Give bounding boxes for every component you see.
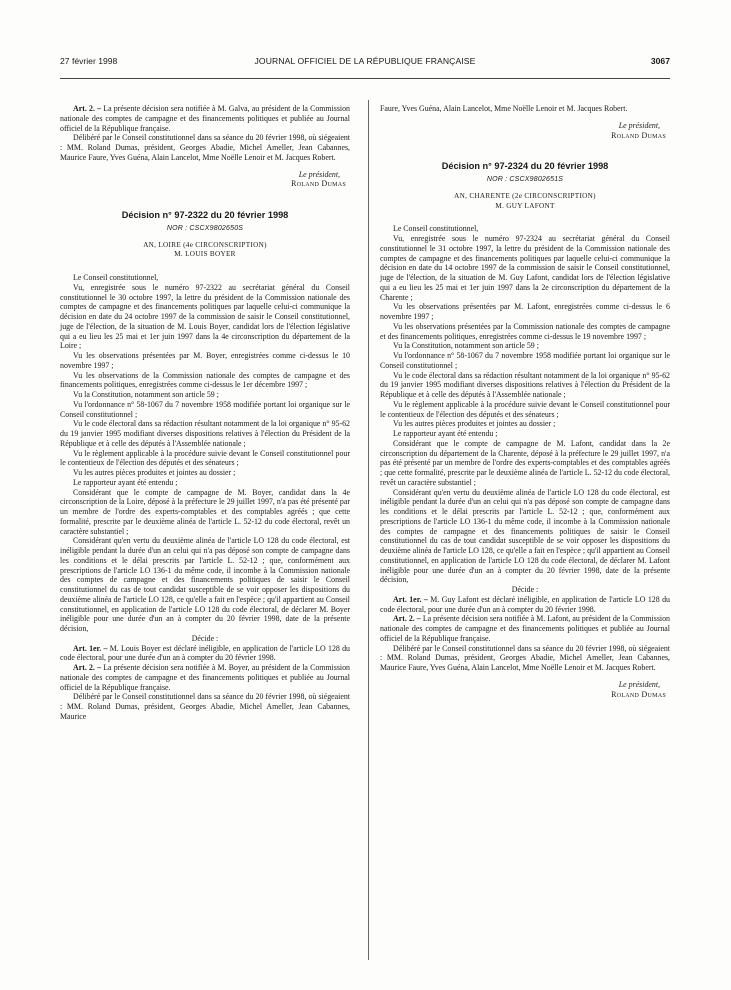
paragraph: Vu la Constitution, notamment son article 59 ; [73,390,219,399]
paragraph: Considérant qu'en vertu du deuxième alinéa de l'article LO 128 du code électoral, est inéligible pendant la durée d'un an celui qui n'a pas déposé son compte de campagne dans les conditions et le délai prescrits par l'article L. 52-12 ; que, conformément aux prescriptions de l'article LO 136-1 du même code, il incombe à la Commission nationale des comptes de campagne et des financements politiques de saisir le Conseil constitutionnel du cas de tout candidat susceptible de se voir opposer les dispositions du deuxième alinéa de l'article LO 128, ce qu'elle a fait en l'espèce ; qu'il appartient au Conseil constitutionnel, en application de l'article LO 128 du code électoral, de déclarer M. Boyer inéligible pour une durée d'un an à compter du 20 février 1998, date de la présente décision, [60,536,350,633]
paragraph: Vu l'ordonnance n° 58-1067 du 7 novembre 1958 modifiée portant loi organique sur le Conseil constitutionnel ; [60,399,350,419]
article-2: Art. 2. – La présente décision sera notifiée à M. Boyer, au président de la Commission nationale des comptes de campagne et des financements politiques et publiée au Journal officiel de la République française. [60,663,350,692]
candidate-name: M. LOUIS BOYER [174,250,236,259]
signature-name: Roland Dumas [611,130,666,140]
paragraph: Vu les observations présentées par la Commission nationale des comptes de campagne et des financements politiques, enregistrées comme ci-dessus le 19 novembre 1997 ; [380,321,670,341]
paragraph: Vu les observations présentées par M. Boyer, enregistrées comme ci-dessus le 10 novembre 1997 ; [60,351,350,370]
paragraph: Le rapporteur ayant été entendu ; [393,429,498,438]
paragraph: Vu le code électoral dans sa rédaction résultant notamment de la loi organique n° 95-62 du 19 janvier 1995 modifiant diverses dispositions relatives à l'élection du Président de la République et à celle des députés à l'Assemblée nationale ; [60,419,350,448]
paragraph: Vu le code électoral dans sa rédaction résultant notamment de la loi organique n° 95-62 du 19 janvier 1995 modifiant diverses dispositions relatives à l'élection du Président de la République et à celle des députés à l'Assemblée nationale ; [380,370,670,399]
paragraph: Vu le règlement applicable à la procédure suivie devant le Conseil constitutionnel pour le contentieux de l'élection des députés et des sénateurs ; [60,448,350,468]
cont-deliberation: Faure, Yves Guéna, Alain Lancelot, Mme Noëlle Lenoir et M. Jacques Robert. [380,104,628,113]
paragraph: Vu la Constitution, notamment son article 59 ; [393,341,539,351]
article-2: Art. 2. – La présente décision sera notifiée à M. Lafont, au président de la Commission nationale des comptes de campagne et des financements politiques et publiée au Journal officiel de la République française. [380,614,670,643]
paragraph: Vu les autres pièces produites et jointes au dossier ; [73,468,236,477]
candidate-name: M. GUY LAFONT [495,201,555,210]
deliberation: Délibéré par le Conseil constitutionnel dans sa séance du 20 février 1998, où siégeaient : MM. Roland Dumas, président, Georges Abadie, Michel Ameller, Jean Cabannes, Maurice [60,692,350,721]
circonscription: AN, CHARENTE (2e CIRCONSCRIPTION) [454,191,596,200]
paragraph: Le rapporteur ayant été entendu ; [73,477,178,487]
paragraph: Vu l'ordonnance n° 58-1067 du 7 novembre 1958 modifiée portant loi organique sur le Conseil constitutionnel ; [380,351,670,370]
signature-name: Roland Dumas [611,689,666,699]
paragraph: Considérant que le compte de campagne de M. Lafont, candidat dans la 2e circonscription du département de la Charente, déposé à la préfecture le 29 juillet 1997, n'a pas été présenté par un membre de l'ordre des experts-comptables et des comptables agréés ; que cette formalité, prescrite par le deuxième alinéa de l'article L. 52-12 du code électoral, revêt un caractère substantiel ; [380,438,670,487]
paragraph: Considérant qu'en vertu du deuxième alinéa de l'article LO 128 du code électoral, est inéligible pendant la durée d'un an celui qui n'a pas déposé son compte de campagne dans les conditions et le délai prescrits par l'article L. 52-12 ; que, conformément aux prescriptions de l'article LO 136-1 du même code, il incombe à la Commission nationale des comptes de campagne et des financements politiques de saisir le Conseil constitutionnel du cas de tout candidat susceptible de se voir opposer les dispositions du deuxième alinéa de l'article LO 128, ce qu'elle a fait en l'espèce ; qu'il appartient au Conseil constitutionnel, en application de l'article LO 128 du code électoral, de déclarer M. Lafont inéligible pour une durée d'un an à compter du 20 février 1998, date de la présente décision, [380,487,670,585]
paragraph: Vu les observations de la Commission nationale des comptes de campagne et des financements politiques, enregistrées comme ci-dessus le 1er décembre 1997 ; [60,370,350,390]
paragraph: Le Conseil constitutionnel, [393,224,479,234]
signature-title: Le président, [618,679,660,689]
page-number: 3067 [650,56,670,66]
cont-article-2: Art. 2. – La présente décision sera notifiée à M. Galva, au président de la Commission nationale des comptes de campagne et des financements politiques et publiée au Journal officiel de la République française. [60,104,350,133]
circonscription: AN, LOIRE (4e CIRCONSCRIPTION) [143,240,267,249]
paragraph: Vu les observations présentées par M. Lafont, enregistrées comme ci-dessus le 6 novembre 1997 ; [380,302,670,321]
page-header [60,56,670,70]
decide-heading: Décide : [191,633,219,643]
decision-title: Décision n° 97-2322 du 20 février 1998 [121,210,289,220]
paragraph: Vu les autres pièces produites et jointes au dossier ; [393,419,556,429]
left-column [60,104,350,722]
signature-title: Le président, [298,169,340,179]
paragraph: Vu, enregistrée sous le numéro 97-2324 au secrétariat général du Conseil constitutionnel le 31 octobre 1997, la lettre du président de la Commission nationale des comptes de campagne et des financements politiques par laquelle celui-ci communique la décision en date du 14 octobre 1997 de la commission de saisir le Conseil constitutionnel, juge de l'élection, de la situation de M. Guy Lafont, candidat lors de l'élection législative qui a eu lieu les 25 mai et 1er juin 1997 dans la 2e circonscription du département de la Charente ; [380,234,670,302]
decision-body [60,273,350,634]
paragraph: Vu, enregistrée sous le numéro 97-2322 au secrétariat général du Conseil constitutionnel le 30 octobre 1997, la lettre du président de la Commission nationale des comptes de campagne et des financements politiques par laquelle celui-ci communique la décision en date du 24 octobre 1997 de la commission de saisir le Conseil constitutionnel, juge de l'élection, de la situation de M. Louis Boyer, candidat lors de l'élection législative qui a eu lieu les 25 mai et 1er juin 1997 dans la 4e circonscription du département de la Loire ; [60,282,350,351]
nor-reference: NOR : CSCX9802650S [166,224,244,232]
decision-body [380,224,670,585]
right-column [380,104,670,699]
paragraph: Le Conseil constitutionnel, [73,273,159,282]
journal-title: JOURNAL OFFICIEL DE LA RÉPUBLIQUE FRANÇAISE [254,56,476,66]
decide-heading: Décide : [511,585,539,594]
signature-title: Le président, [618,120,660,130]
decision-title: Décision n° 97-2324 du 20 février 1998 [441,161,609,172]
paragraph: Vu le règlement applicable à la procédure suivie devant le Conseil constitutionnel pour le contentieux de l'élection des députés et des sénateurs ; [380,399,670,419]
header-date: 27 février 1998 [60,56,118,66]
signature-name: Roland Dumas [291,179,346,189]
deliberation: Délibéré par le Conseil constitutionnel dans sa séance du 20 février 1998, où siégeaient : MM. Roland Dumas, président, Georges Abadie, Michel Ameller, Jean Cabannes, Maurice Faure, Yves Guéna, Alain Lancelot, Mme Noëlle Lenoir et M. Jacques Robert. [380,643,670,672]
article-1: Art. 1er. – M. Guy Lafont est déclaré inéligible, en application de l'article LO 128 du code électoral, pour une durée d'un an à compter du 20 février 1998. [380,594,670,614]
article-1: Art. 1er. – M. Louis Boyer est déclaré inéligible, en application de l'article LO 128 du code électoral, pour une durée d'un an à compter du 20 février 1998. [60,643,350,663]
paragraph: Considérant que le compte de campagne de M. Boyer, candidat dans la 4e circonscription de la Loire, déposé à la préfecture le 29 juillet 1997, n'a pas été présenté par un membre de l'ordre des experts-comptables et des comptables agréés ; que cette formalité, prescrite par le deuxième alinéa de l'article L. 52-12 du code électoral, revêt un caractère substantiel ; [60,487,350,536]
header-rule [60,78,670,79]
cont-deliberation: Délibéré par le Conseil constitutionnel dans sa séance du 20 février 1998, où siégeaient : MM. Roland Dumas, président, Georges Abadie, Michel Ameller, Jean Cabannes, Maurice Faure, Yves Guéna, Alain Lancelot, Mme Noëlle Lenoir et M. Jacques Robert. [60,133,350,162]
nor-reference: NOR : CSCX9802651S [486,176,564,183]
column-divider [368,100,369,960]
